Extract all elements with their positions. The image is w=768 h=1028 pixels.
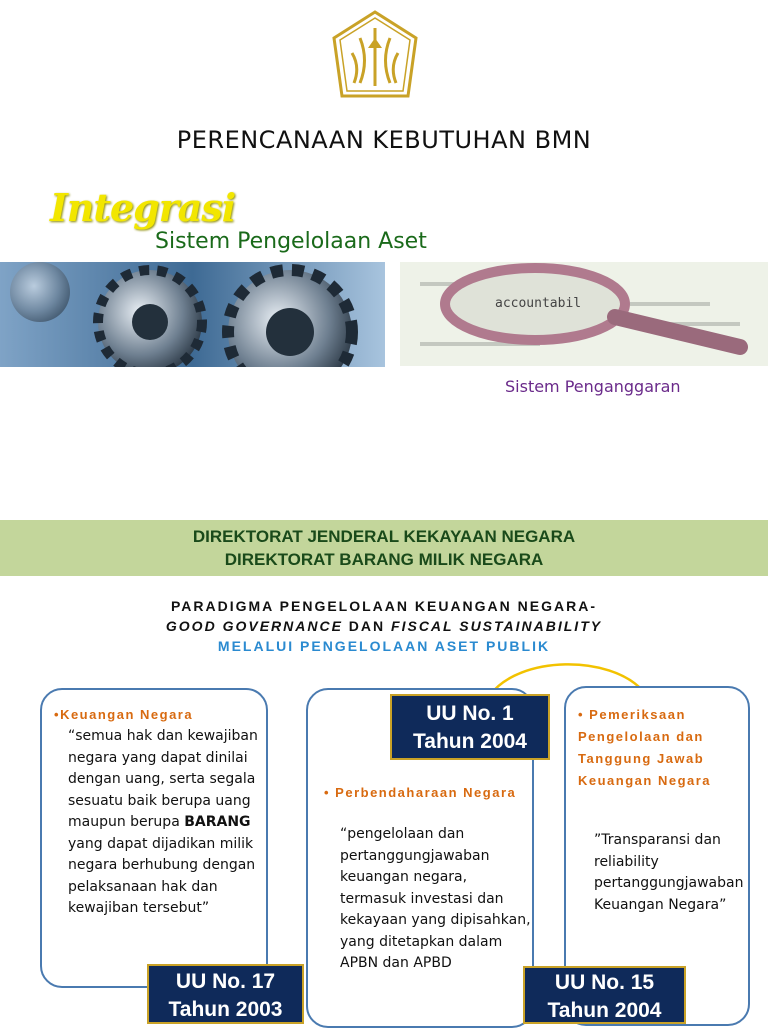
integrasi-wordart: Integrasi: [50, 185, 236, 230]
paradigm-line-2: [0, 616, 768, 636]
law1-line1: UU No. 1: [426, 702, 514, 725]
page-title: PERENCANAAN KEBUTUHAN BMN: [176, 126, 592, 154]
law-box-uu1: [390, 694, 550, 760]
card1-body: “semua hak dan kewajiban negara yang dapat dinilai dengan uang, serta segala sesuatu baik berupa uang maupun berupa BARANG yang dapat dijadikan milik negara berhubung dengan pelaksanaan hak dan kewajiban tersebut”: [68, 728, 258, 916]
card3-heading: • Pemeriksaan Pengelolaan dan Tanggung Jawab Keuangan Negara: [578, 707, 712, 788]
paradigm-line-1: PARADIGMA PENGELOLAAN KEUANGAN NEGARA-: [171, 598, 597, 614]
good-governance: GOOD GOVERNANCE: [165, 618, 343, 634]
subtitle: Sistem Pengelolaan Aset: [155, 229, 427, 254]
card2-body: “pengelolaan dan pertanggungjawaban keuangan negara, termasuk investasi dan kekayaan yang dipisahkan, yang ditetapkan dalam APBN dan APBD: [340, 826, 531, 971]
banner-line-2: DIREKTORAT BARANG MILIK NEGARA: [224, 550, 544, 569]
caption-penganggaran: Sistem Penganggaran: [505, 377, 681, 396]
law15-line1: UU No. 15: [554, 971, 655, 994]
fiscal-sustainability: FISCAL SUSTAINABILITY: [391, 618, 603, 634]
card1-heading: •Keuangan Negara: [54, 707, 194, 722]
paradigm-line-3: MELALUI PENGELOLAAN ASET PUBLIK: [217, 638, 551, 654]
law15-line2: Tahun 2004: [547, 999, 662, 1022]
kemenkeu-logo: [330, 8, 420, 108]
card2-heading: • Perbendaharaan Negara: [324, 785, 517, 800]
banner-line-1: DIREKTORAT JENDERAL KEKAYAAN NEGARA: [192, 527, 576, 546]
law-box-uu17: [147, 964, 304, 1024]
gears-image: [0, 262, 385, 367]
magnifier-image: [400, 262, 768, 366]
dan: DAN: [342, 618, 392, 634]
paradigm-heading: [0, 596, 768, 656]
card3-body: ”Transparansi dan reliability pertanggungjawaban Keuangan Negara”: [594, 832, 744, 913]
card-keuangan-negara: [40, 688, 268, 988]
law17-line2: Tahun 2003: [168, 998, 283, 1021]
svg-text:accountabil: accountabil: [495, 296, 582, 311]
directorate-banner: [0, 520, 768, 576]
law1-line2: Tahun 2004: [413, 730, 527, 753]
law17-line1: UU No. 17: [175, 970, 276, 993]
law-box-uu15: [523, 966, 686, 1024]
